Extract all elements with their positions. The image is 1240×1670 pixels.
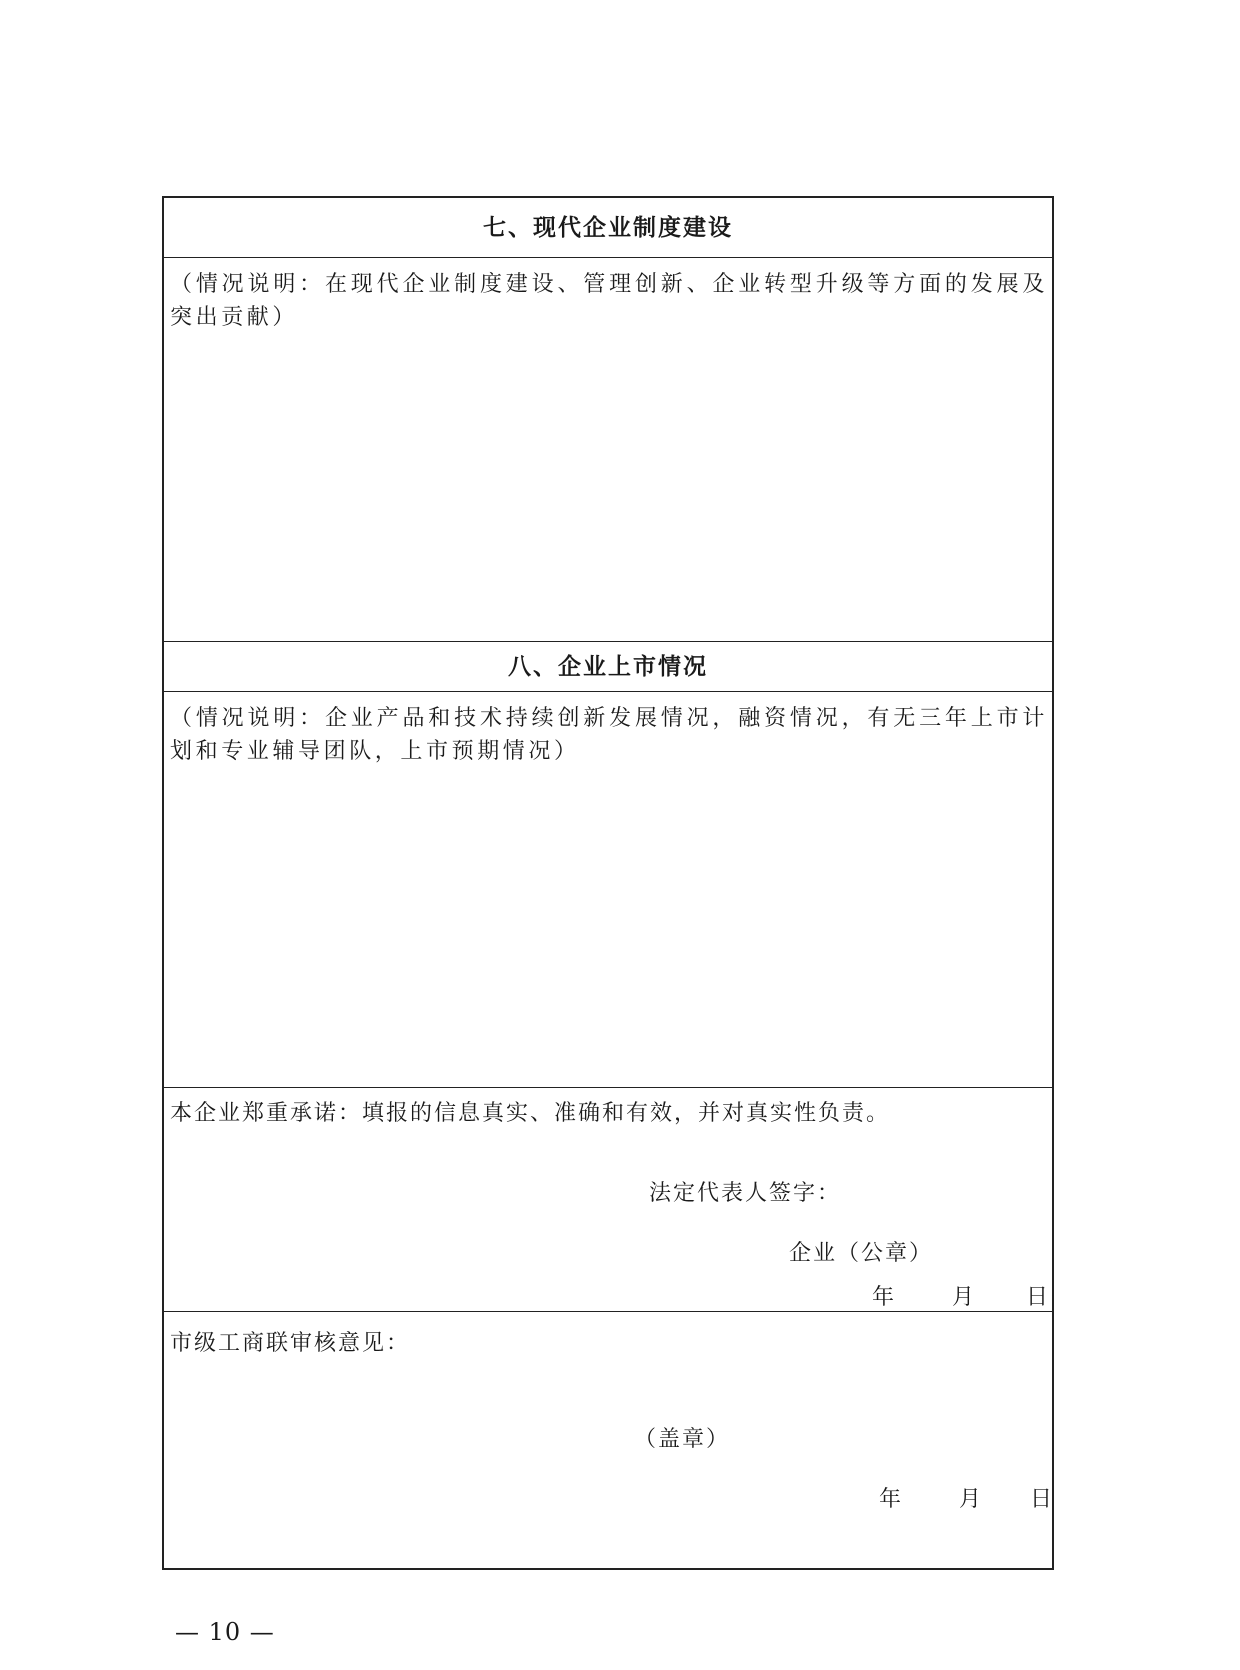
review-opinion-label: 市级工商联审核意见： <box>170 1331 411 1356</box>
commitment-statement: 本企业郑重承诺：填报的信息真实、准确和有效，并对真实性负责。 <box>170 1101 891 1126</box>
commitment-date-year: 年 <box>872 1285 895 1310</box>
review-seal-label: （盖章） <box>634 1427 731 1452</box>
commitment-date-day: 日 <box>1026 1285 1049 1310</box>
review-date-month: 月 <box>959 1487 982 1512</box>
application-form-table <box>162 196 1054 1570</box>
section-7-note: （情况说明：在现代企业制度建设、管理创新、企业转型升级等方面的发展及突出贡献） <box>170 272 1048 330</box>
section-8-note: （情况说明：企业产品和技术持续创新发展情况，融资情况，有无三年上市计划和专业辅导团队，上市预期情况） <box>170 706 1048 764</box>
review-cell[interactable] <box>164 1312 1052 1568</box>
page-number: — 10 — <box>175 1618 275 1646</box>
review-date-year: 年 <box>879 1487 902 1512</box>
commitment-date-month: 月 <box>952 1285 975 1310</box>
review-date-day: 日 <box>1030 1487 1053 1512</box>
section-8-heading: 八、企业上市情况 <box>164 642 1052 692</box>
company-seal-label: 企业（公章） <box>789 1241 934 1266</box>
section-8-content-cell[interactable] <box>164 692 1052 1088</box>
commitment-cell[interactable] <box>164 1088 1052 1312</box>
section-7-heading: 七、现代企业制度建设 <box>164 198 1052 258</box>
legal-representative-signature-label: 法定代表人签字： <box>649 1181 842 1206</box>
section-7-content-cell[interactable] <box>164 258 1052 642</box>
